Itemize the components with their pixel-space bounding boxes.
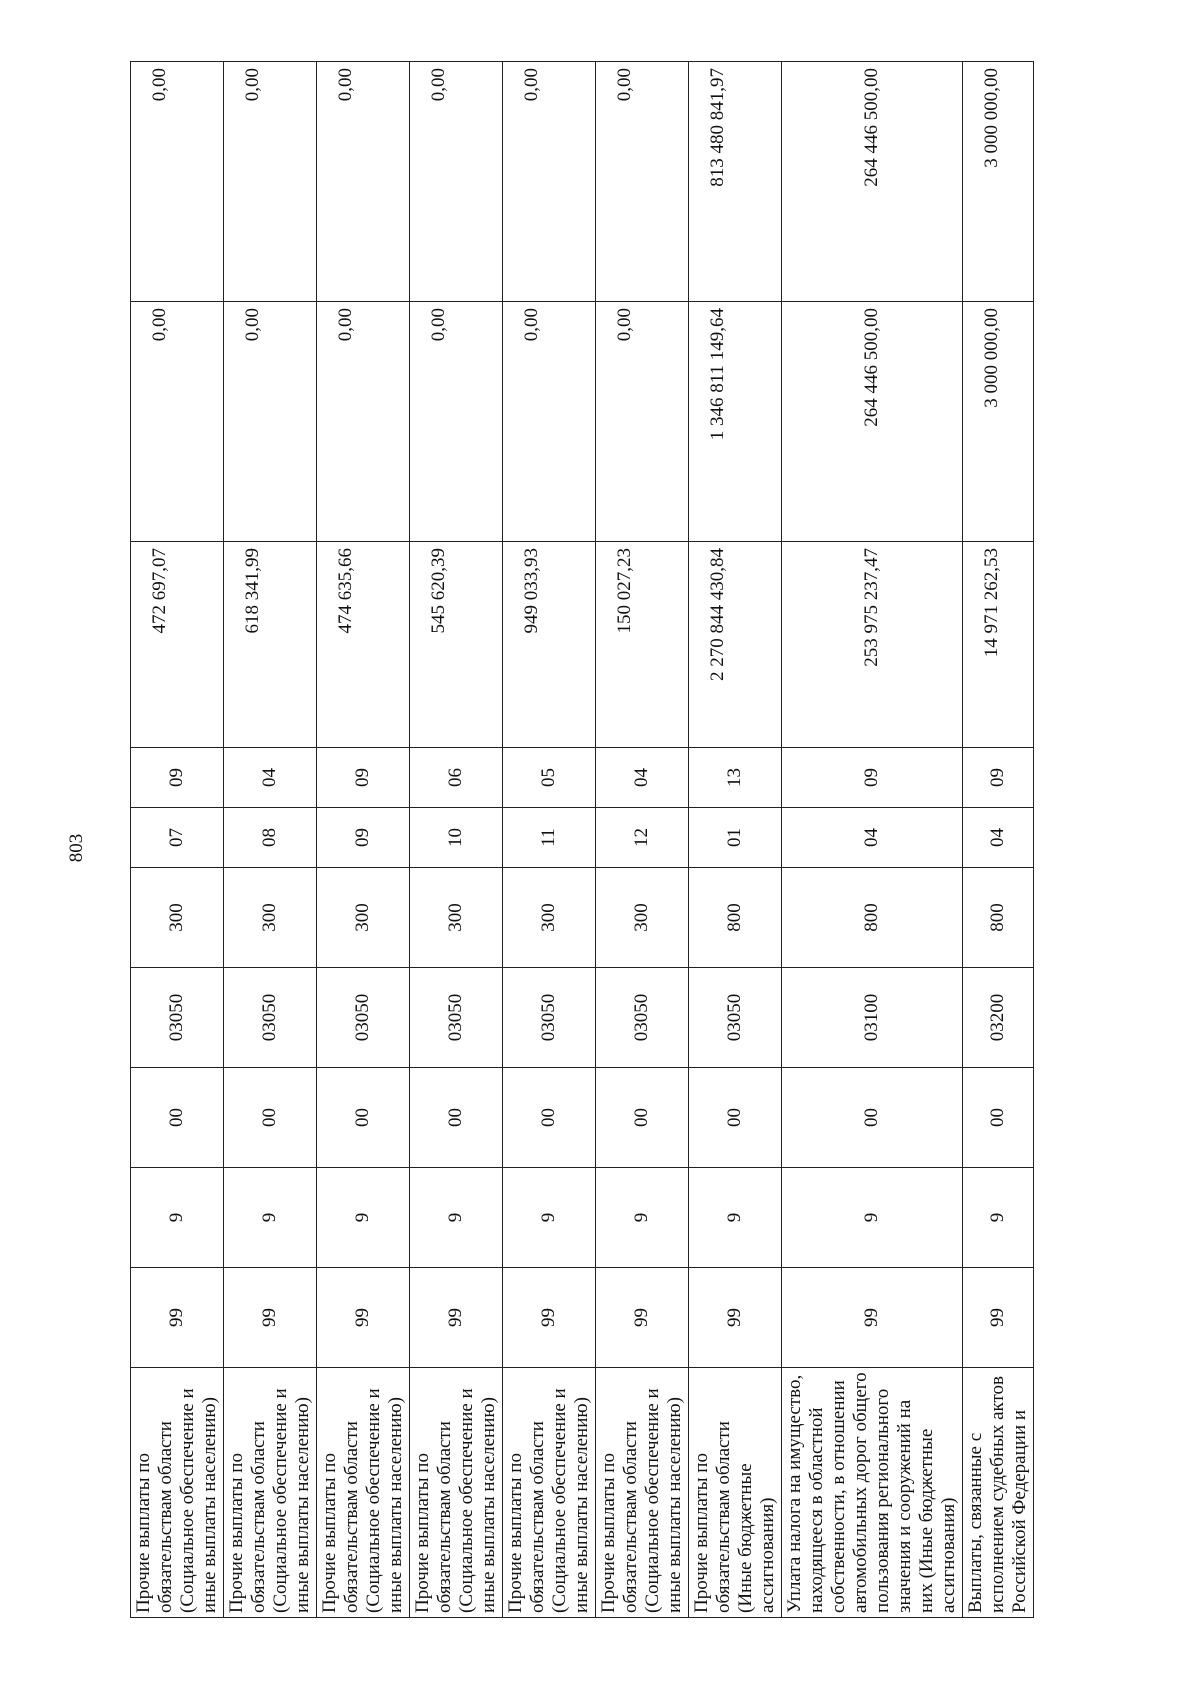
subsection-code-cell: 06 — [410, 748, 503, 808]
expense-type-cell: 300 — [410, 868, 503, 968]
expense-type-cell: 300 — [224, 868, 317, 968]
amount-year1-cell: 253 975 237,47 — [782, 542, 963, 748]
amount-year1-cell: 618 341,99 — [224, 542, 317, 748]
direction-code-cell: 03050 — [596, 968, 689, 1068]
program-code-cell: 99 — [782, 1268, 963, 1368]
subsection-code-cell: 13 — [689, 748, 782, 808]
subprogram-code-cell: 9 — [503, 1168, 596, 1268]
subprogram-code-cell: 9 — [782, 1168, 963, 1268]
expense-type-cell: 800 — [963, 868, 1034, 968]
expense-type-cell: 300 — [317, 868, 410, 968]
row-name-cell: Прочие выплаты по обязательствам области (Иные бюджетные ассигнования) — [689, 1368, 782, 1618]
amount-year1-cell: 472 697,07 — [131, 542, 224, 748]
main-event-code-cell: 00 — [782, 1068, 963, 1168]
subprogram-code-cell: 9 — [963, 1168, 1034, 1268]
row-name-cell: Прочие выплаты по обязательствам области (Социальное обеспечение и иные выплаты населению) — [596, 1368, 689, 1618]
expense-type-cell: 800 — [689, 868, 782, 968]
section-code-cell: 09 — [317, 808, 410, 868]
section-code-cell: 04 — [963, 808, 1034, 868]
section-code-cell: 12 — [596, 808, 689, 868]
main-event-code-cell: 00 — [689, 1068, 782, 1168]
table-row — [317, 62, 410, 1618]
direction-code-cell: 03050 — [224, 968, 317, 1068]
amount-year3-cell: 0,00 — [317, 62, 410, 302]
program-code-cell: 99 — [689, 1268, 782, 1368]
direction-code-cell: 03200 — [963, 968, 1034, 1068]
program-code-cell: 99 — [224, 1268, 317, 1368]
amount-year2-cell: 1 346 811 149,64 — [689, 302, 782, 542]
subsection-code-cell: 05 — [503, 748, 596, 808]
row-name-cell: Прочие выплаты по обязательствам области (Социальное обеспечение и иные выплаты населению) — [224, 1368, 317, 1618]
section-code-cell: 07 — [131, 808, 224, 868]
section-code-cell: 04 — [782, 808, 963, 868]
section-code-cell: 01 — [689, 808, 782, 868]
table-row — [410, 62, 503, 1618]
row-name-cell: Выплаты, связанные с исполнением судебных актов Российской Федерации и — [963, 1368, 1034, 1618]
row-name-cell: Уплата налога на имущество, находящееся в областной собственности, в отношении автомобильных дорог общего пользования регионального значения и сооружений на них (Иные бюджетные ассигнования) — [782, 1368, 963, 1618]
section-code-cell: 10 — [410, 808, 503, 868]
subsection-code-cell: 04 — [596, 748, 689, 808]
program-code-cell: 99 — [503, 1268, 596, 1368]
amount-year2-cell: 0,00 — [410, 302, 503, 542]
program-code-cell: 99 — [596, 1268, 689, 1368]
subprogram-code-cell: 9 — [131, 1168, 224, 1268]
subprogram-code-cell: 9 — [224, 1168, 317, 1268]
subprogram-code-cell: 9 — [317, 1168, 410, 1268]
main-event-code-cell: 00 — [224, 1068, 317, 1168]
budget-table-container — [130, 62, 1034, 1618]
subprogram-code-cell: 9 — [596, 1168, 689, 1268]
expense-type-cell: 300 — [131, 868, 224, 968]
expense-type-cell: 300 — [503, 868, 596, 968]
amount-year1-cell: 949 033,93 — [503, 542, 596, 748]
main-event-code-cell: 00 — [131, 1068, 224, 1168]
main-event-code-cell: 00 — [503, 1068, 596, 1168]
amount-year2-cell: 0,00 — [503, 302, 596, 542]
subprogram-code-cell: 9 — [689, 1168, 782, 1268]
section-code-cell: 11 — [503, 808, 596, 868]
subprogram-code-cell: 9 — [410, 1168, 503, 1268]
amount-year1-cell: 14 971 262,53 — [963, 542, 1034, 748]
table-row — [782, 62, 963, 1618]
amount-year2-cell: 3 000 000,00 — [963, 302, 1034, 542]
program-code-cell: 99 — [410, 1268, 503, 1368]
subsection-code-cell: 09 — [317, 748, 410, 808]
direction-code-cell: 03050 — [317, 968, 410, 1068]
subsection-code-cell: 09 — [963, 748, 1034, 808]
expense-type-cell: 800 — [782, 868, 963, 968]
table-row — [131, 62, 224, 1618]
section-code-cell: 08 — [224, 808, 317, 868]
table-row — [689, 62, 782, 1618]
row-name-cell: Прочие выплаты по обязательствам области (Социальное обеспечение и иные выплаты населению) — [503, 1368, 596, 1618]
amount-year2-cell: 264 446 500,00 — [782, 302, 963, 542]
amount-year1-cell: 150 027,23 — [596, 542, 689, 748]
table-row — [596, 62, 689, 1618]
amount-year3-cell: 264 446 500,00 — [782, 62, 963, 302]
program-code-cell: 99 — [963, 1268, 1034, 1368]
direction-code-cell: 03050 — [689, 968, 782, 1068]
main-event-code-cell: 00 — [317, 1068, 410, 1168]
amount-year1-cell: 474 635,66 — [317, 542, 410, 748]
direction-code-cell: 03100 — [782, 968, 963, 1068]
main-event-code-cell: 00 — [410, 1068, 503, 1168]
amount-year2-cell: 0,00 — [131, 302, 224, 542]
row-name-cell: Прочие выплаты по обязательствам области (Социальное обеспечение и иные выплаты населению) — [131, 1368, 224, 1618]
amount-year3-cell: 0,00 — [503, 62, 596, 302]
program-code-cell: 99 — [131, 1268, 224, 1368]
program-code-cell: 99 — [317, 1268, 410, 1368]
direction-code-cell: 03050 — [131, 968, 224, 1068]
amount-year3-cell: 813 480 841,97 — [689, 62, 782, 302]
amount-year2-cell: 0,00 — [596, 302, 689, 542]
expense-type-cell: 300 — [596, 868, 689, 968]
subsection-code-cell: 09 — [131, 748, 224, 808]
table-row — [224, 62, 317, 1618]
amount-year1-cell: 2 270 844 430,84 — [689, 542, 782, 748]
direction-code-cell: 03050 — [410, 968, 503, 1068]
subsection-code-cell: 04 — [224, 748, 317, 808]
direction-code-cell: 03050 — [503, 968, 596, 1068]
amount-year1-cell: 545 620,39 — [410, 542, 503, 748]
amount-year3-cell: 0,00 — [410, 62, 503, 302]
table-body — [131, 62, 1034, 1618]
row-name-cell: Прочие выплаты по обязательствам области (Социальное обеспечение и иные выплаты населению) — [410, 1368, 503, 1618]
page-number: 803 — [66, 833, 87, 863]
main-event-code-cell: 00 — [963, 1068, 1034, 1168]
amount-year3-cell: 0,00 — [224, 62, 317, 302]
amount-year2-cell: 0,00 — [224, 302, 317, 542]
amount-year2-cell: 0,00 — [317, 302, 410, 542]
row-name-cell: Прочие выплаты по обязательствам области (Социальное обеспечение и иные выплаты населению) — [317, 1368, 410, 1618]
main-event-code-cell: 00 — [596, 1068, 689, 1168]
budget-table — [130, 61, 1034, 1618]
amount-year3-cell: 3 000 000,00 — [963, 62, 1034, 302]
table-row — [503, 62, 596, 1618]
table-row — [963, 62, 1034, 1618]
subsection-code-cell: 09 — [782, 748, 963, 808]
amount-year3-cell: 0,00 — [131, 62, 224, 302]
amount-year3-cell: 0,00 — [596, 62, 689, 302]
